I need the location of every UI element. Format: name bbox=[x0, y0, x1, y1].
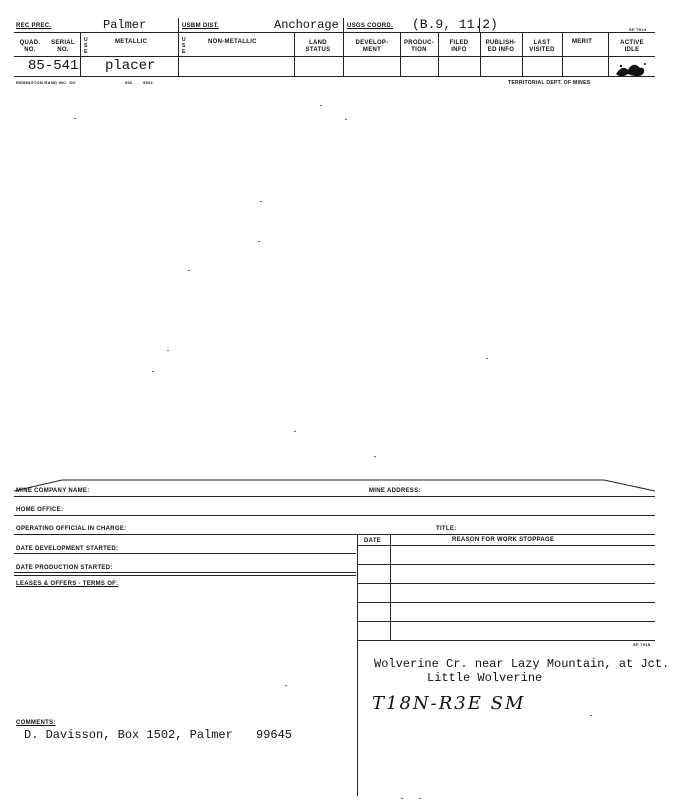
leases-label: LEASES & OFFERS - TERMS OF: bbox=[16, 581, 119, 587]
divider bbox=[343, 18, 344, 76]
divider bbox=[480, 32, 481, 76]
date-production-label: DATE PRODUCTION STARTED: bbox=[16, 565, 113, 571]
rule bbox=[358, 583, 655, 584]
serial-no-header: SERIAL NO. bbox=[51, 40, 75, 53]
divider bbox=[294, 32, 295, 76]
rule bbox=[358, 564, 655, 565]
form-number-lower: SF 7915 bbox=[633, 642, 651, 647]
record-bottom-rule bbox=[14, 76, 655, 77]
rule bbox=[358, 602, 655, 603]
divider bbox=[522, 32, 523, 76]
title-label: TITLE: bbox=[436, 526, 457, 532]
columns-divider bbox=[14, 56, 655, 57]
form-number: SF 7914 bbox=[629, 27, 647, 32]
quad-serial-value: 85-541 bbox=[28, 58, 79, 74]
rule bbox=[14, 553, 356, 554]
home-office-label: HOME OFFICE: bbox=[16, 507, 64, 513]
usgs-coord-value: (B.9, 11.2) bbox=[412, 17, 498, 32]
use-code-metallic: U S E bbox=[84, 37, 88, 55]
land-status-header: LAND STATUS bbox=[305, 40, 331, 53]
divider bbox=[400, 32, 401, 76]
rule bbox=[14, 496, 655, 497]
location-line-1: Wolverine Cr. near Lazy Mountain, at Jct. bbox=[374, 657, 670, 671]
merit-header: MERIT bbox=[572, 39, 593, 45]
date-development-label: DATE DEVELOPMENT STARTED: bbox=[16, 546, 119, 552]
usbm-dist-value: Anchorage bbox=[274, 18, 339, 32]
card-top-edge bbox=[14, 472, 656, 494]
last-visited-header: LAST VISITED bbox=[529, 40, 555, 53]
non-metallic-header: NON-METALLIC bbox=[208, 39, 257, 45]
rule bbox=[14, 534, 655, 535]
filed-info-header: FILED INFO bbox=[449, 40, 469, 53]
rec-prec-label: REC PREC. bbox=[16, 23, 52, 29]
rule bbox=[358, 621, 655, 622]
date-column-divider bbox=[390, 534, 391, 640]
usbm-dist-label: USBM DIST. bbox=[182, 23, 220, 29]
divider bbox=[438, 32, 439, 76]
mine-company-name-label: MINE COMPANY NAME: bbox=[16, 488, 90, 494]
comment-zip: 99645 bbox=[256, 728, 293, 742]
divider bbox=[608, 32, 609, 76]
operating-official-label: OPERATING OFFICIAL IN CHARGE: bbox=[16, 526, 127, 532]
usgs-coord-label: USGS COORD. bbox=[347, 23, 393, 29]
column-divider bbox=[357, 534, 358, 796]
reason-column-header: REASON FOR WORK STOPPAGE bbox=[452, 537, 555, 543]
published-info-header: PUBLISH-ED INFO bbox=[485, 40, 517, 53]
header-divider bbox=[14, 32, 655, 33]
rule bbox=[358, 640, 655, 641]
comment-name: D. Davisson, Box 1502, Palmer bbox=[24, 728, 233, 742]
divider bbox=[562, 32, 563, 76]
rule bbox=[358, 545, 655, 546]
date-column-header: DATE bbox=[364, 538, 382, 544]
handwritten-township-range: T18N-R3E SM bbox=[372, 693, 526, 714]
printer-line: REMINGTON RAND INC. SO bbox=[16, 80, 76, 85]
development-header: DEVELOP-MENT bbox=[355, 40, 389, 53]
punch-mark-icon bbox=[614, 60, 648, 78]
rule bbox=[14, 572, 356, 573]
printer-code-2: 5901 bbox=[143, 80, 154, 85]
rule bbox=[14, 575, 356, 576]
metallic-value: placer bbox=[105, 58, 156, 74]
territorial-dept: TERRITORIAL DEPT. OF MINES bbox=[508, 80, 591, 86]
location-line-2: Little Wolverine bbox=[427, 671, 543, 685]
metallic-header: METALLIC bbox=[115, 39, 148, 45]
divider bbox=[80, 32, 81, 76]
rule bbox=[14, 515, 655, 516]
mine-address-label: MINE ADDRESS: bbox=[369, 488, 421, 494]
quad-no-header: QUAD. NO. bbox=[19, 40, 41, 53]
comments-label: COMMENTS: bbox=[16, 720, 56, 726]
use-code-nonmetallic: U S E bbox=[182, 37, 186, 55]
rec-prec-value: Palmer bbox=[103, 18, 147, 32]
production-header: PRODUC-TION bbox=[403, 40, 435, 53]
divider bbox=[178, 18, 179, 76]
active-idle-header: ACTIVE IDLE bbox=[620, 40, 644, 53]
printer-code-1: 992 bbox=[125, 80, 133, 85]
